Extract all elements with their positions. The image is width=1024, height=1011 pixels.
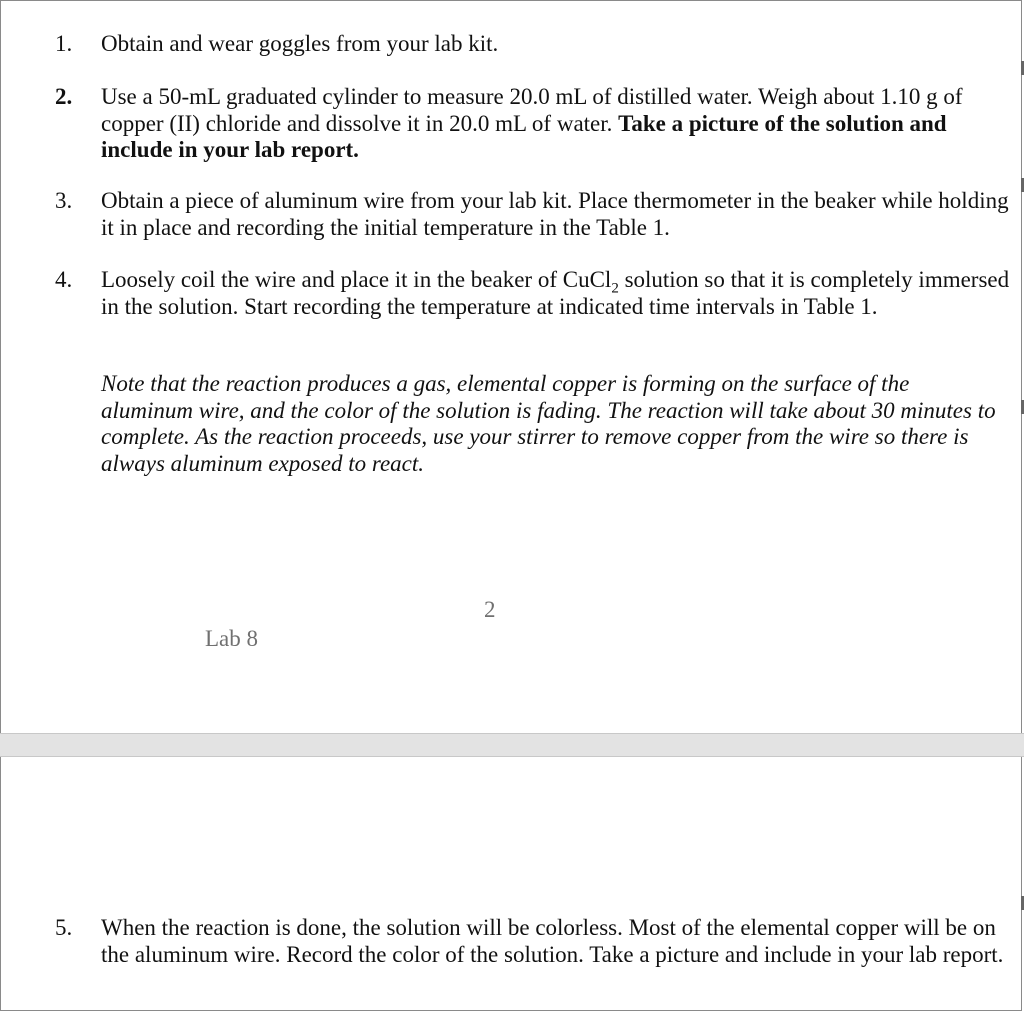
step-text bbox=[101, 84, 1015, 164]
step-text: Obtain a piece of aluminum wire from your lab kit. Place thermometer in the beaker while holding it in place and recording the initial temperature in the Table 1. bbox=[101, 188, 1009, 240]
step-4 bbox=[55, 267, 1015, 320]
step-2 bbox=[55, 84, 1015, 164]
subscript: 2 bbox=[611, 280, 619, 297]
step-text-regular: Use a 50-mL graduated cylinder to measure 20.0 mL of distilled water. Weigh about 1.10 g of copper (II) chloride and dissolve it in 20.0 mL of water. bbox=[101, 84, 963, 136]
step-text: When the reaction is done, the solution will be colorless. Most of the elemental copper will be on the aluminum wire. Record the color of the solution. Take a picture and include in your lab report. bbox=[101, 915, 1004, 967]
step-5 bbox=[55, 915, 1015, 968]
step-text-after: solution so that it is completely immersed in the solution. Start recording the temperature at indicated time intervals in Table 1. bbox=[101, 267, 1010, 319]
page-number: 2 bbox=[484, 597, 496, 622]
step-number: 2. bbox=[55, 84, 73, 109]
step-text: Obtain and wear goggles from your lab kit. bbox=[101, 31, 499, 56]
step-number: 4. bbox=[55, 267, 73, 292]
step-text-before: Loosely coil the wire and place it in the beaker of CuCl bbox=[101, 267, 612, 292]
step-number: 3. bbox=[55, 188, 73, 213]
step-1 bbox=[55, 31, 1015, 58]
step-text bbox=[101, 267, 1015, 320]
page-separator bbox=[0, 733, 1024, 757]
step-number: 5. bbox=[55, 915, 73, 940]
footer-label: Lab 8 bbox=[205, 626, 259, 651]
reaction-note: Note that the reaction produces a gas, elemental copper is forming on the surface of the aluminum wire, and the color of the solution is fading. The reaction will take about 30 minutes to complete. As the reaction proceeds, use your stirrer to remove copper from the wire so there is always aluminum exposed to react. bbox=[101, 371, 996, 476]
document-page-bottom bbox=[0, 757, 1022, 1011]
step-text-bold: Take a picture of the solution and include in your lab report. bbox=[101, 110, 947, 162]
step-3 bbox=[55, 188, 1015, 241]
step-number: 1. bbox=[55, 31, 73, 56]
